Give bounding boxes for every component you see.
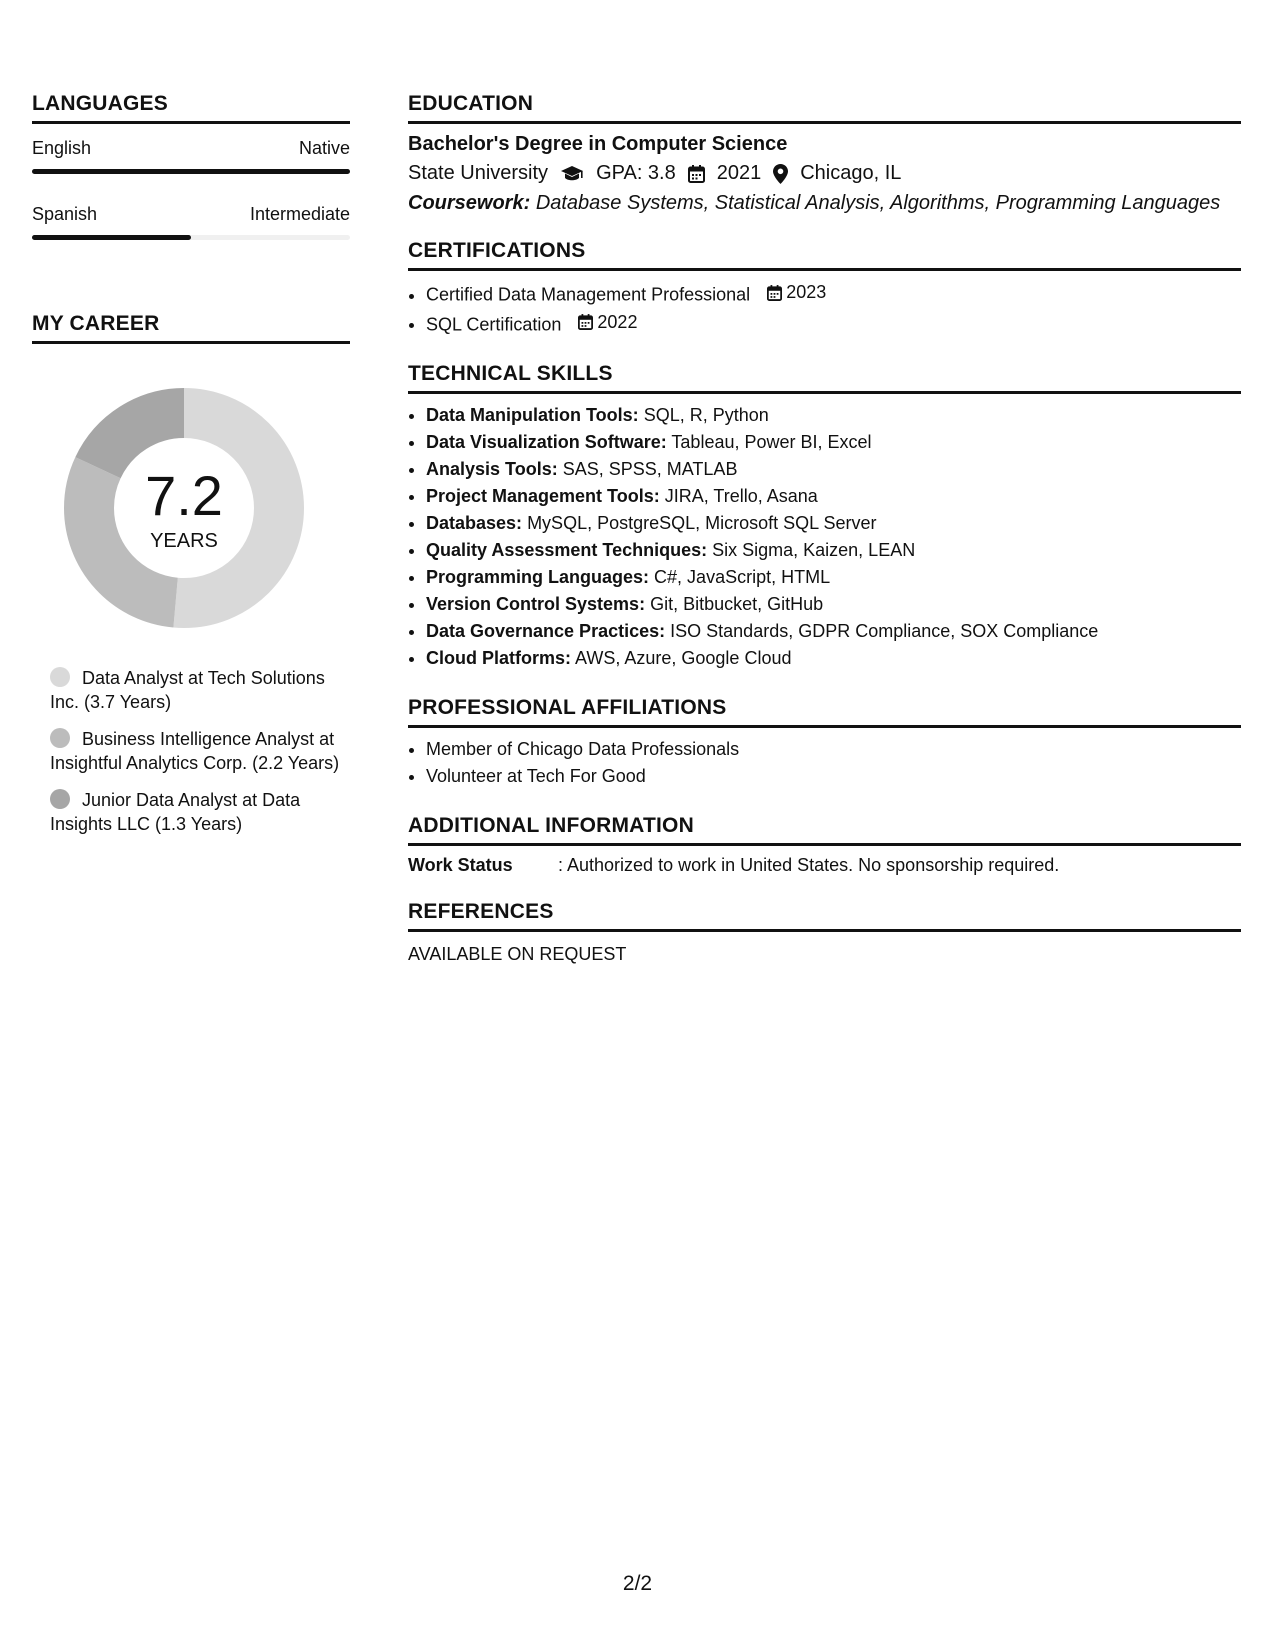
map-marker-icon [773, 164, 788, 184]
list-item: • Member of Chicago Data Professionals [426, 736, 1241, 763]
career-legend [50, 666, 350, 836]
right-column [408, 92, 1241, 965]
legend-dot [50, 667, 70, 687]
legend-item [50, 788, 350, 836]
additional-section [408, 814, 1241, 876]
list-item [426, 429, 1241, 456]
list-item [426, 564, 1241, 591]
language-name: English [32, 138, 92, 158]
career-total-years: 7.2 [145, 463, 223, 527]
skill-label: Quality Assessment Techniques: [426, 540, 708, 560]
additional-title: ADDITIONAL INFORMATION [408, 814, 1241, 846]
skill-label: Data Manipulation Tools: [426, 405, 639, 425]
calendar-icon [688, 165, 705, 183]
skill-label: Project Management Tools: [426, 486, 660, 506]
calendar-icon [767, 285, 782, 301]
skills-section [408, 362, 1241, 672]
list-item [426, 456, 1241, 483]
legend-label: Data Analyst at Tech Solutions Inc. (3.7 Years) [50, 668, 325, 712]
skill-label: Analysis Tools: [426, 459, 558, 479]
legend-dot [50, 789, 70, 809]
education-gpa: GPA: 3.8 [596, 162, 676, 184]
skill-label: Data Visualization Software: [426, 432, 667, 452]
education-school: State University [408, 162, 549, 184]
page-number: 2/2 [622, 1572, 653, 1595]
list-item [426, 402, 1241, 429]
references-title: REFERENCES [408, 900, 1241, 932]
language-level: Native [298, 138, 350, 158]
career-total [54, 378, 314, 638]
education-coursework [408, 192, 1241, 215]
skill-value: AWS, Azure, Google Cloud [575, 648, 792, 668]
coursework-value: Database Systems, Statistical Analysis, Algorithms, Programming Languages [535, 192, 1221, 214]
skill-value: Six Sigma, Kaizen, LEAN [712, 540, 916, 560]
skill-value: Tableau, Power BI, Excel [671, 432, 872, 452]
language-level: Intermediate [249, 204, 350, 224]
skill-label: Data Governance Practices: [426, 621, 666, 641]
coursework-label: Coursework: [408, 192, 531, 214]
list-item [426, 309, 1241, 339]
skill-value: ISO Standards, GDPR Compliance, SOX Compliance [670, 621, 1099, 641]
career-title: MY CAREER [32, 312, 350, 344]
skills-title: TECHNICAL SKILLS [408, 362, 1241, 394]
list-item [426, 537, 1241, 564]
skill-label: Cloud Platforms: [426, 648, 572, 668]
list-item: • Volunteer at Tech For Good [426, 763, 1241, 790]
education-degree: Bachelor's Degree in Computer Science [408, 133, 788, 155]
list-item [426, 279, 1241, 309]
work-status-value: : Authorized to work in United States. No sponsorship required. [558, 855, 1060, 875]
skill-label: Databases: [426, 513, 523, 533]
skill-value: Git, Bitbucket, GitHub [650, 594, 824, 614]
graduation-cap-icon [560, 165, 584, 183]
work-status-label: Work Status [408, 855, 513, 875]
certification-name: Certified Data Management Professional [426, 284, 751, 305]
education-title: EDUCATION [408, 92, 1241, 124]
education-location: Chicago, IL [800, 162, 902, 184]
list-item [426, 618, 1241, 645]
legend-dot [50, 728, 70, 748]
skill-value: SAS, SPSS, MATLAB [562, 459, 738, 479]
certifications-title: CERTIFICATIONS [408, 239, 1241, 271]
certification-name: SQL Certification [426, 314, 562, 334]
language-spanish [32, 204, 350, 240]
legend-item [50, 727, 350, 775]
affiliations-title: PROFESSIONAL AFFILIATIONS [408, 696, 1241, 728]
list-item [426, 483, 1241, 510]
skill-value: MySQL, PostgreSQL, Microsoft SQL Server [527, 513, 877, 533]
skill-label: Programming Languages: [426, 567, 650, 587]
certification-year: 2022 [597, 311, 638, 332]
legend-label: Business Intelligence Analyst at Insightful Analytics Corp. (2.2 Years) [50, 729, 340, 773]
skill-value: SQL, R, Python [643, 405, 769, 425]
legend-item [50, 666, 350, 714]
references-section [408, 900, 1241, 965]
language-proficiency-bar [32, 169, 350, 174]
legend-label: Junior Data Analyst at Data Insights LLC (1.3 Years) [50, 790, 301, 834]
left-column [32, 92, 350, 849]
list-item [426, 645, 1241, 672]
list-item [426, 510, 1241, 537]
calendar-icon [578, 314, 593, 330]
skill-label: Version Control Systems: [426, 594, 646, 614]
list-item [426, 591, 1241, 618]
certifications-section [408, 239, 1241, 338]
education-meta [408, 162, 1241, 185]
language-english [32, 138, 350, 174]
languages-title: LANGUAGES [32, 92, 350, 124]
skill-value: C#, JavaScript, HTML [654, 567, 831, 587]
certification-year: 2023 [786, 282, 827, 302]
language-proficiency-bar [32, 235, 350, 240]
education-year: 2021 [716, 162, 762, 184]
language-name: Spanish [32, 204, 98, 224]
language-proficiency-fill [32, 169, 350, 174]
work-status-row [408, 855, 1241, 876]
career-donut-chart [54, 378, 314, 638]
references-text: AVAILABLE ON REQUEST [408, 944, 627, 964]
skill-value: JIRA, Trello, Asana [664, 486, 818, 506]
language-proficiency-fill [32, 235, 191, 240]
career-total-unit: YEARS [150, 529, 218, 552]
affiliations-section [408, 696, 1241, 790]
